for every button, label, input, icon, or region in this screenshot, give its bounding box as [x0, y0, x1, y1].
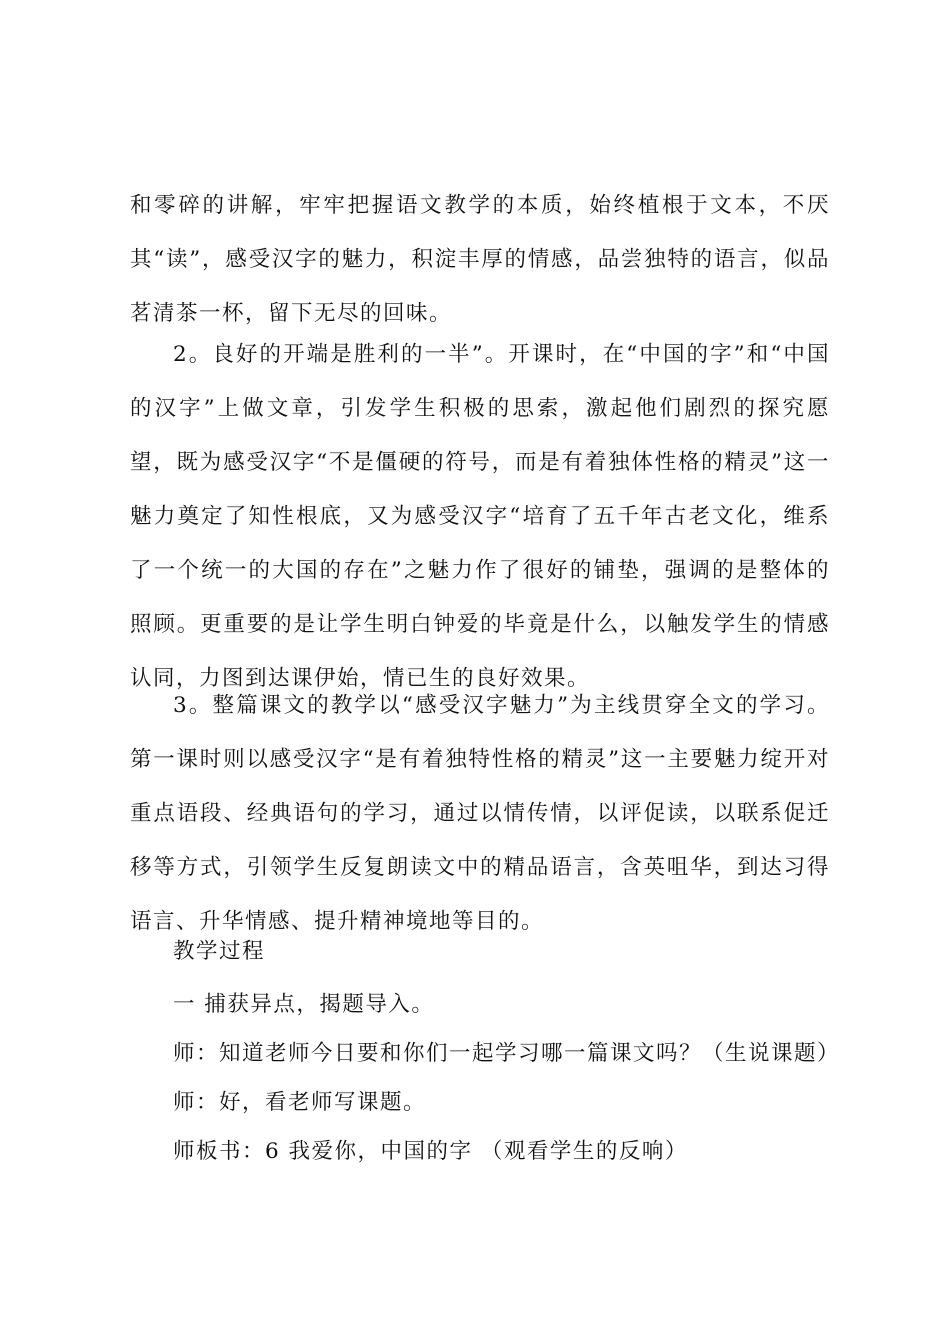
- dialogue-line: 师板书：6 我爱你，中国的字 （观看学生的反响）: [173, 1139, 688, 1164]
- paragraph-point-2: 2。良好的开端是胜利的一半”。开课时，在“中国的字”和“中国的汉字”上做文章，引发学生积极的思索，激起他们剧烈的探究愿望，既为感受汉字“不是僵硬的符号，而是有着独体性格的精灵”这一魅力奠定了知性根底，又为感受汉字“培育了五千年古老文化，维系了一个统一的大国的存在”之魅力作了很好的铺垫，强调的是整体的照顾。更重要的是让学生明白钟爱的毕竟是什么，以触发学生的情感认同，力图到达课伊始，情已生的良好效果。: [130, 342, 830, 691]
- dialogue-line: 师：知道老师今日要和你们一起学习哪一篇课文吗？（生说课题）: [173, 1041, 841, 1066]
- section-heading-teaching-process: 教学过程: [173, 939, 266, 964]
- dialogue-line: 师：好，看老师写课题。: [173, 1090, 427, 1115]
- paragraph-point-3: 3。整篇课文的教学以“感受汉字魅力”为主线贯穿全文的学习。第一课时则以感受汉字“是有着独特性格的精灵”这一主要魅力绽开对重点语段、经典语句的学习，通过以情传情，以评促读，以联系促迁移等方式，引领学生反复朗读文中的精品语言，含英咀华，到达习得语言、升华情感、提升精神境地等目的。: [130, 693, 830, 934]
- paragraph-continuation: 和零碎的讲解，牢牢把握语文教学的本质，始终植根于文本，不厌其“读”，感受汉字的魅力，积淀丰厚的情感，品尝独特的语言，似品茗清茶一杯，留下无尽的回味。: [130, 193, 830, 326]
- step-heading: 一 捕获异点，揭题导入。: [173, 992, 435, 1017]
